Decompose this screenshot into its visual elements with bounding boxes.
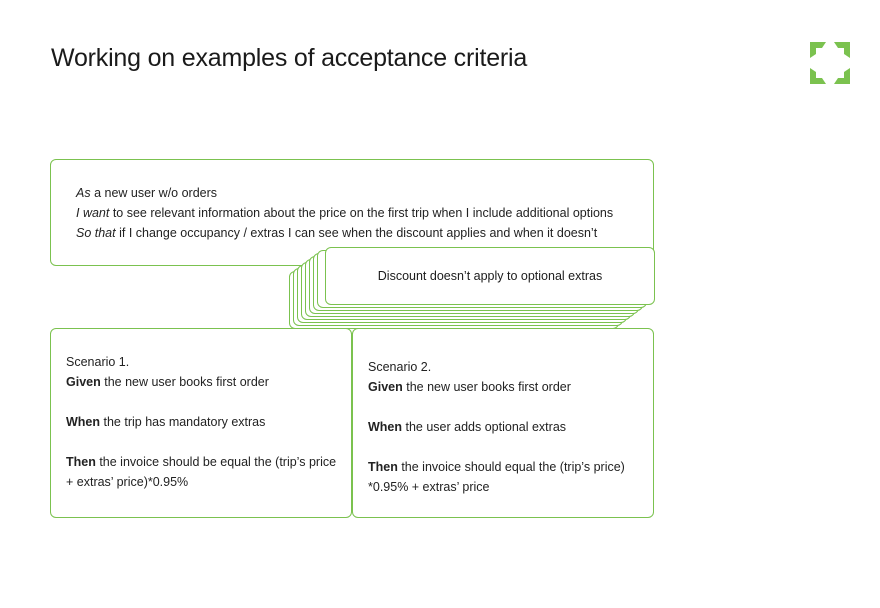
- then-text: the invoice should equal the (trip’s price) *0.95% + extras’ price: [368, 460, 625, 494]
- scenario-then: [368, 457, 643, 497]
- story-line-as: [76, 183, 653, 203]
- story-keyword: As: [76, 186, 91, 200]
- then-text: the invoice should be equal the (trip’s price + extras’ price)*0.95%: [66, 455, 337, 489]
- scenario-title: Scenario 1.: [66, 355, 130, 369]
- story-keyword: I want: [76, 206, 110, 220]
- logo-icon: [808, 40, 852, 86]
- story-text: to see relevant information about the price on the first trip when I include additional options: [109, 206, 614, 220]
- story-keyword: So that: [76, 226, 116, 240]
- when-text: the user adds optional extras: [402, 420, 567, 434]
- scenario-when: [368, 417, 643, 437]
- scenario-when: [66, 412, 341, 432]
- scenario-given: [66, 372, 341, 392]
- story-line-so-that: [76, 223, 653, 243]
- given-keyword: Given: [368, 380, 403, 394]
- scenario-2-card: [352, 328, 654, 518]
- rule-text: Discount doesn’t apply to optional extras: [377, 269, 603, 283]
- story-text: if I change occupancy / extras I can see when the discount applies and when it doesn’t: [115, 226, 598, 240]
- given-text: the new user books first order: [402, 380, 571, 394]
- story-text: a new user w/o orders: [90, 186, 218, 200]
- then-keyword: Then: [368, 460, 398, 474]
- given-text: the new user books first order: [100, 375, 269, 389]
- then-keyword: Then: [66, 455, 96, 469]
- when-keyword: When: [66, 415, 101, 429]
- scenario-given: [368, 377, 643, 397]
- given-keyword: Given: [66, 375, 101, 389]
- scenario-title: Scenario 2.: [368, 360, 432, 374]
- story-line-want: [76, 203, 653, 223]
- rule-card: [325, 247, 655, 305]
- scenario-1-card: [50, 328, 352, 518]
- scenario-then: [66, 452, 341, 492]
- when-text: the trip has mandatory extras: [100, 415, 266, 429]
- page-title: Working on examples of acceptance criteria: [51, 44, 528, 72]
- when-keyword: When: [368, 420, 403, 434]
